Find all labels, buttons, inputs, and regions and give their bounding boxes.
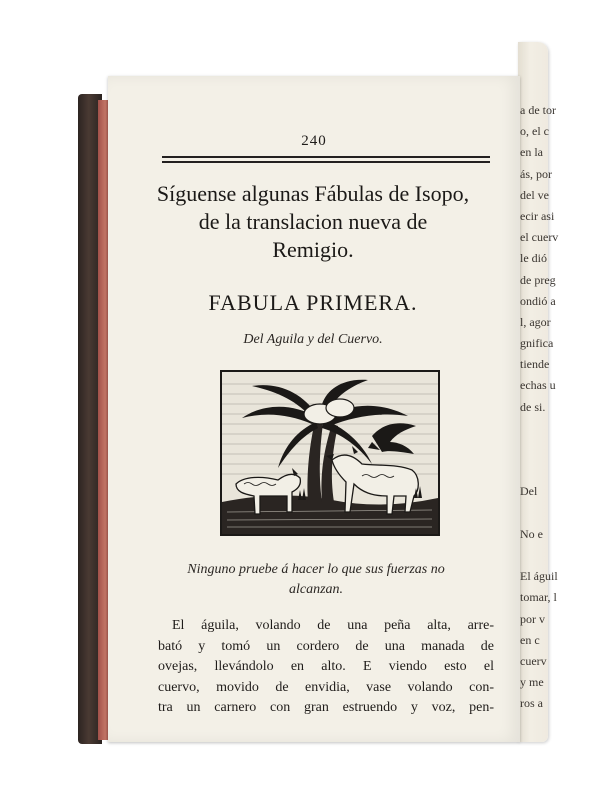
right-page-line xyxy=(520,418,558,439)
left-page xyxy=(108,76,520,742)
right-page-line: cuerv xyxy=(520,653,547,668)
page-number: 240 xyxy=(301,133,327,149)
woodcut-image xyxy=(222,372,438,534)
heading-line: de la translacion nueva de xyxy=(198,209,428,234)
right-page-line xyxy=(520,545,558,566)
right-page-line: en la xyxy=(520,145,543,160)
right-page-line: tomar, l xyxy=(520,590,557,605)
body-line: bató y tomó un cordero de una manada de xyxy=(158,638,494,654)
book xyxy=(78,42,559,742)
header-rule-bottom xyxy=(162,161,490,163)
fable-moral xyxy=(136,560,496,600)
right-page-line xyxy=(520,460,558,481)
right-page-line: y me xyxy=(520,675,544,690)
moral-line: Ninguno pruebe á hacer lo que sus fuerzas no xyxy=(187,562,445,577)
right-page-line: el cuerv xyxy=(520,230,559,245)
section-heading xyxy=(138,180,488,264)
right-page-line: No e xyxy=(520,526,543,541)
body-line: cuervo, movido de envidia, vase volando con- xyxy=(158,679,494,695)
right-page-line: El águil xyxy=(520,569,558,584)
right-page-line: de preg xyxy=(520,272,556,287)
right-page-line: gnifica xyxy=(520,336,554,351)
right-page-line: echas u xyxy=(520,378,556,393)
right-page-line: ondió a xyxy=(520,293,556,308)
fable-subtitle: Del Aguila y del Cuervo. xyxy=(243,332,383,347)
right-page-line: ás, por xyxy=(520,166,552,181)
right-page-line xyxy=(520,439,558,460)
moral-line: alcanzan. xyxy=(288,582,344,597)
body-line: ovejas, llevándolo en alto. E viendo esto el xyxy=(158,659,494,674)
right-page-line: tiende xyxy=(520,357,550,372)
heading-line: Remigio. xyxy=(272,237,354,262)
fable-title: FABULA PRIMERA. xyxy=(208,290,418,315)
right-page-line: ecir asi xyxy=(520,208,555,223)
right-page-edge xyxy=(518,42,559,742)
heading-line: Síguense algunas Fábulas de Isopo, xyxy=(156,181,470,206)
right-page-line: o, el c xyxy=(520,124,549,139)
right-page-line xyxy=(520,503,558,524)
right-page-line: Del xyxy=(520,484,538,499)
right-page-line: en c xyxy=(520,632,540,647)
right-page-line: ros a xyxy=(520,696,543,711)
right-page-line: del ve xyxy=(520,187,549,202)
body-line: tra un carnero con gran estruendo y voz, pen- xyxy=(158,700,494,715)
right-page-line: le dió xyxy=(520,251,547,266)
right-page-text xyxy=(520,100,558,714)
body-line: El águila, volando de una peña alta, arre- xyxy=(172,618,494,633)
right-page-line: l, agor xyxy=(520,314,551,329)
fable-body xyxy=(158,616,494,719)
header-rule-top xyxy=(162,156,490,158)
right-page-line: por v xyxy=(520,611,545,626)
woodcut-illustration xyxy=(220,370,440,536)
right-page-line: a de tor xyxy=(520,103,556,117)
right-page-line: de si. xyxy=(520,399,546,414)
